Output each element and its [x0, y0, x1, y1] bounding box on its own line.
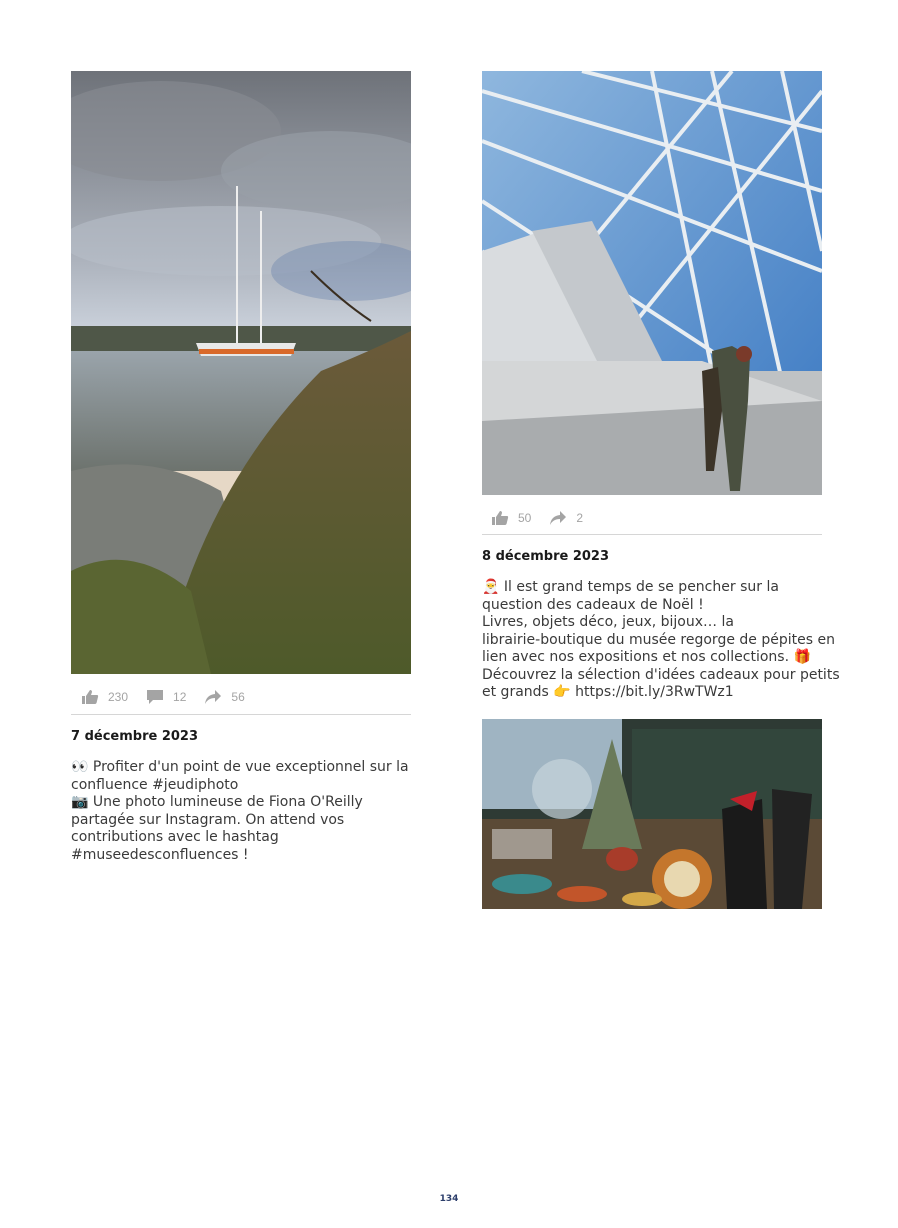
text-line: confluence #jeudiphoto: [71, 776, 239, 793]
text-line: 📷 Une photo lumineuse de Fiona O'Reilly: [71, 794, 363, 810]
share-icon: [549, 510, 567, 526]
text-line: question des cadeaux de Noël !: [482, 596, 704, 613]
text-line: #museedesconfluences !: [71, 846, 249, 863]
like-stat[interactable]: [81, 689, 128, 705]
share-icon: [204, 689, 222, 705]
post-2-date: 8 décembre 2023: [482, 549, 610, 564]
like-stat[interactable]: [491, 510, 531, 526]
comment-stat[interactable]: [146, 689, 186, 705]
text-line: lien avec nos expositions et nos collections. 🎁: [482, 649, 811, 665]
share-stat[interactable]: [204, 689, 244, 705]
divider: [482, 534, 822, 535]
glass-roof-museum-photo: [482, 71, 822, 495]
share-count: 2: [576, 511, 584, 525]
share-count: 56: [231, 690, 245, 704]
text-line: Livres, objets déco, jeux, bijoux… la: [482, 614, 734, 630]
like-count: 230: [108, 690, 129, 704]
text-line: contributions avec le hashtag: [71, 829, 279, 845]
text-line: Découvrez la sélection d'idées cadeaux pour petits: [482, 666, 840, 683]
text-line: partagée sur Instagram. On attend vos: [71, 811, 345, 828]
post-1-date: 7 décembre 2023: [71, 729, 199, 744]
comment-icon: [146, 689, 164, 705]
thumbs-up-icon: [491, 510, 509, 526]
text-line: 👀 Profiter d'un point de vue exceptionnel sur la: [71, 759, 409, 775]
museum-shop-photo: [482, 719, 822, 909]
text-line: 🎅 Il est grand temps de se pencher sur la: [482, 579, 779, 595]
share-stat[interactable]: [549, 510, 583, 526]
post-2-stats: [491, 503, 601, 533]
post-2-text: [482, 579, 840, 702]
divider: [71, 714, 411, 715]
sailboat-river-photo: [71, 71, 411, 674]
page-number: 134: [439, 1194, 459, 1204]
thumbs-up-icon: [81, 689, 99, 705]
post-1-text: [71, 759, 409, 864]
comment-count: 12: [173, 690, 187, 704]
text-line: librairie-boutique du musée regorge de pépites en: [482, 631, 835, 648]
post-1-stats: [81, 682, 263, 712]
text-line: et grands 👉 https://bit.ly/3RwTWz1: [482, 684, 734, 700]
like-count: 50: [518, 511, 532, 525]
